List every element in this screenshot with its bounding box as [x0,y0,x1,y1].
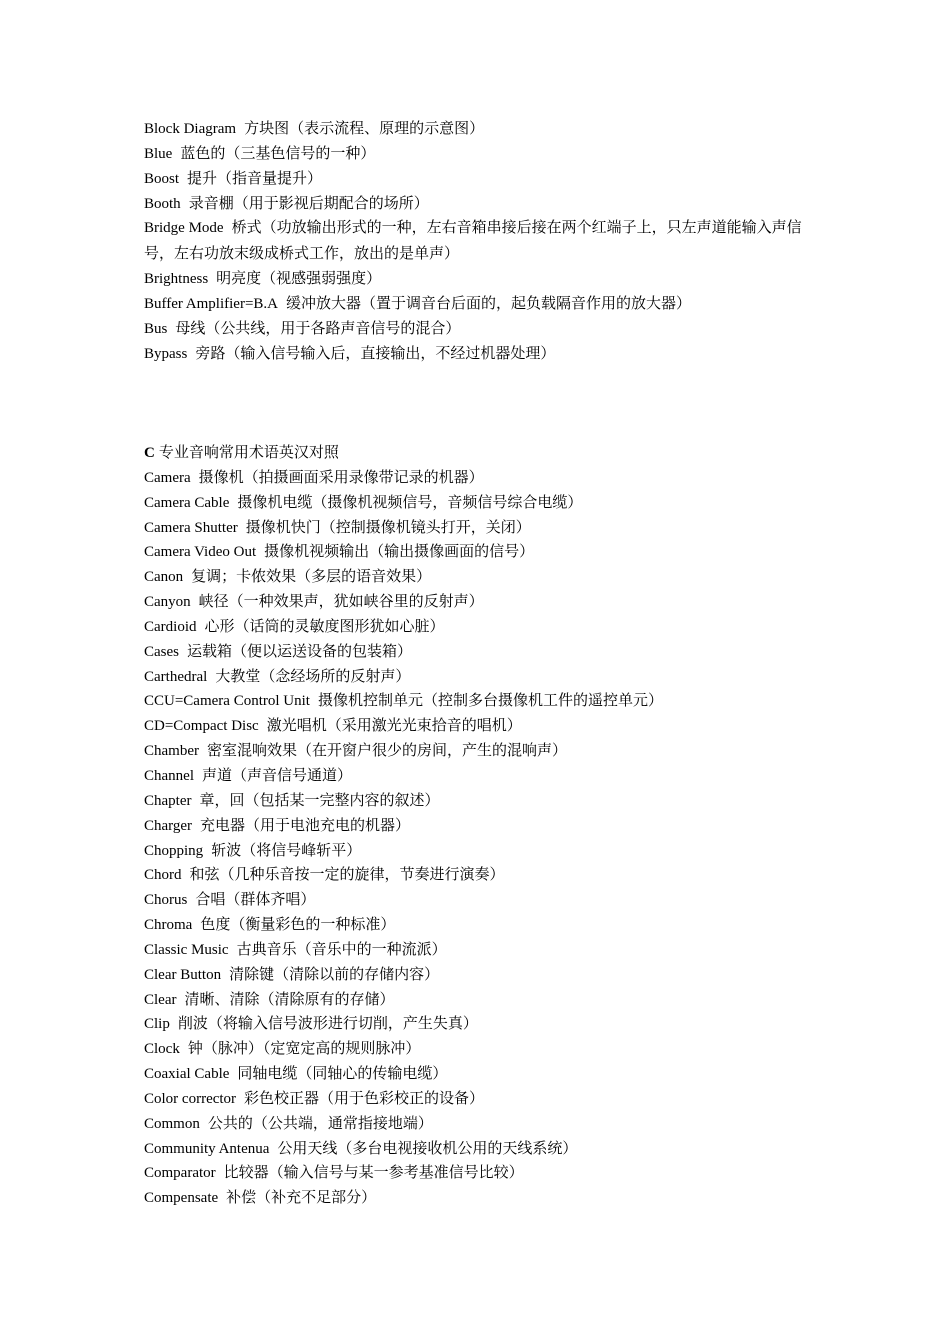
entry-term: Booth [144,195,181,212]
entry-term: Clip [144,1016,170,1033]
glossary-entry [144,465,824,490]
entry-definition: 色度（衡量彩色的一种标准） [200,915,396,934]
entry-definition: 提升（指音量提升） [187,168,323,187]
glossary-entry [144,291,824,316]
glossary-entry [144,564,824,589]
entry-definition: 摄像机视频输出（输出摄像画面的信号） [264,542,535,561]
entry-definition: 复调；卡侬效果（多层的语音效果） [191,567,432,586]
entry-term: Camera [144,469,191,486]
entry-definition: 大教堂（念经场所的反射声） [215,666,411,685]
entry-term: Canyon [144,594,191,611]
entry-term: Carthedral [144,668,208,685]
glossary-entry [144,962,824,987]
entry-definition: 斩波（将信号峰斩平） [211,840,362,859]
entry-definition: 方块图（表示流程、原理的示意图） [244,119,485,137]
entry-definition: 密室混响效果（在开窗户很少的房间，产生的混响声） [206,741,567,760]
entry-term: Clock [144,1041,180,1058]
entry-term: Chorus [144,892,188,909]
entry-definition: 缓冲放大器（置于调音台后面的，起负载隔音作用的放大器） [286,293,692,312]
section-b-terms [144,116,824,365]
entry-term: Classic Music [144,941,229,958]
glossary-entry [144,266,824,291]
entry-term: Chapter [144,792,192,809]
entry-term: Coaxial Cable [144,1066,230,1083]
glossary-entry [144,912,824,937]
entry-term: Common [144,1115,200,1132]
entry-definition: 桥式（功放输出形式的一种，左右音箱串接后接在两个红端子上，只左声道能输入声信号，左右功放末级成桥式工作，放出的是单声） [144,218,802,263]
entry-definition: 旁路（输入信号输入后，直接输出，不经过机器处理） [195,343,556,362]
entry-definition: 清晰、清除（清除原有的存储） [184,989,395,1008]
section-c-terms [144,440,824,1210]
glossary-entry [144,1160,824,1185]
glossary-entry [144,1086,824,1111]
entry-term: Chroma [144,917,193,934]
glossary-entry [144,1185,824,1210]
entry-term: Community Antenua [144,1140,270,1157]
entry-definition: 峡径（一种效果声，犹如峡谷里的反射声） [198,592,484,611]
entry-definition: 清除键（清除以前的存储内容） [229,964,440,983]
entry-term: Boost [144,170,180,187]
entry-term: Bridge Mode [144,220,224,237]
entry-definition: 古典音乐（音乐中的一种流派） [236,939,447,958]
entry-term: Cardioid [144,618,197,635]
entry-term: Canon [144,569,184,586]
glossary-entry [144,664,824,689]
entry-term: Charger [144,817,193,834]
entry-term: Buffer Amplifier=B.A [144,295,278,312]
glossary-entry [144,539,824,564]
glossary-entry [144,215,824,266]
glossary-entry [144,316,824,341]
entry-term: Block Diagram [144,121,237,137]
entry-term: Blue [144,145,173,162]
entry-definition: 比较器（输入信号与某一参考基准信号比较） [223,1163,524,1182]
entry-term: Clear [144,991,177,1008]
glossary-entry [144,1111,824,1136]
section-title: 专业音响常用术语英汉对照 [158,443,339,461]
glossary-entry [144,589,824,614]
entry-term: Clear Button [144,966,222,983]
glossary-entry [144,116,824,141]
glossary-entry [144,887,824,912]
entry-definition: 补偿（补充不足部分） [226,1188,377,1207]
entry-definition: 公用天线（多台电视接收机公用的天线系统） [277,1138,578,1157]
glossary-entry [144,1136,824,1161]
entry-term: Color corrector [144,1090,237,1107]
glossary-entry [144,141,824,166]
entry-term: Channel [144,767,194,784]
entry-definition: 削波（将输入信号波形进行切削，产生失真） [177,1014,478,1033]
glossary-entry [144,1061,824,1086]
glossary-entry [144,1036,824,1061]
entry-definition: 心形（话筒的灵敏度图形犹如心脏） [204,616,445,635]
glossary-entry [144,937,824,962]
entry-term: Chopping [144,842,204,859]
entry-term: Camera Shutter [144,519,238,536]
glossary-entry [144,763,824,788]
entry-term: CD=Compact Disc [144,718,259,735]
entry-term: Chord [144,867,182,884]
glossary-entry [144,788,824,813]
entry-term: CCU=Camera Control Unit [144,693,310,710]
entry-term: Bypass [144,345,188,362]
section-letter: C [144,445,155,461]
entry-definition: 声道（声音信号通道） [202,765,353,784]
glossary-entry [144,614,824,639]
glossary-entry [144,688,824,713]
glossary-entry [144,838,824,863]
glossary-entry [144,987,824,1012]
entry-definition: 摄像机快门（控制摄像机镜头打开，关闭） [245,517,531,536]
entry-definition: 充电器（用于电池充电的机器） [200,815,411,834]
entry-definition: 激光唱机（采用激光光束拾音的唱机） [266,716,522,735]
entry-definition: 母线（公共线，用于各路声音信号的混合） [175,318,461,337]
entry-definition: 摄像机（拍摄画面采用录像带记录的机器） [198,467,484,486]
entry-term: Brightness [144,271,209,288]
entry-definition: 运载箱（便以运送设备的包装箱） [187,641,413,660]
entry-term: Cases [144,643,179,660]
entry-definition: 公共的（公共端，通常指接地端） [207,1113,433,1132]
glossary-entry [144,639,824,664]
entry-definition: 蓝色的（三基色信号的一种） [180,143,376,162]
entry-term: Camera Cable [144,494,230,511]
entry-definition: 同轴电缆（同轴心的传输电缆） [237,1064,448,1083]
entry-definition: 摄像机电缆（摄像机视频信号，音频信号综合电缆） [237,492,583,511]
section-heading [144,440,824,465]
glossary-entry [144,713,824,738]
glossary-entry [144,738,824,763]
entry-definition: 摄像机控制单元（控制多台摄像机工件的遥控单元） [317,691,663,710]
entry-term: Camera Video Out [144,544,257,561]
glossary-entry [144,341,824,366]
entry-definition: 钟（脉冲）（定宽定高的规则脉冲） [187,1039,421,1058]
glossary-entry [144,490,824,515]
entry-term: Compensate [144,1190,219,1207]
entry-definition: 录音棚（用于影视后期配合的场所） [188,193,429,212]
glossary-entry [144,813,824,838]
glossary-entry [144,166,824,191]
entry-definition: 章，回（包括某一完整内容的叙述） [199,790,440,809]
entry-term: Comparator [144,1165,216,1182]
entry-definition: 明亮度（视感强弱强度） [216,269,382,288]
glossary-entry [144,515,824,540]
glossary-entry [144,191,824,216]
entry-definition: 和弦（几种乐音按一定的旋律，节奏进行演奏） [189,865,505,884]
entry-definition: 彩色校正器（用于色彩校正的设备） [244,1088,485,1107]
glossary-entry [144,862,824,887]
glossary-entry [144,1011,824,1036]
entry-term: Chamber [144,743,199,760]
entry-term: Bus [144,320,168,337]
entry-definition: 合唱（群体齐唱） [195,890,316,909]
